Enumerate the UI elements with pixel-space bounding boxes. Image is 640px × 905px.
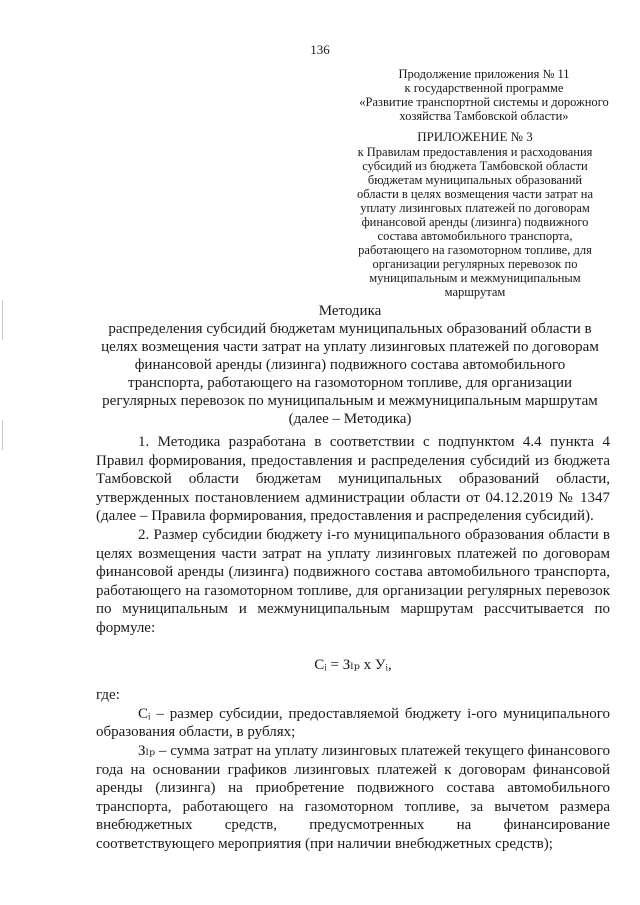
appendix-line: состава автомобильного транспорта, bbox=[377, 229, 573, 243]
paragraph-2: 2. Размер субсидии бюджету i-го муниципального образования области в целях возмещения части затрат на уплату лизинговых платежей по договорам финансовой аренды (лизинга) подвижного состава автомобильного транспорта, работающего на газомоторном топливе, для организации регулярных перевозок по муниципальным и межмуниципальным маршрутам рассчитывается по формуле: bbox=[96, 526, 610, 636]
continuation-line: к государственной программе bbox=[404, 81, 564, 95]
definition-zlp: Зₗₚ – сумма затрат на уплату лизинговых платежей текущего финансового года на основании графиков лизинговых платежей к договорам финансовой аренды (лизинга) на приобретение подвижного состава автомобильного транспорта, работающего на газомоторном топливе, за вычетом размера внебюджетных средств, предусмотренных на финансирование соответствующего мероприятия (при наличии внебюджетных средств); bbox=[96, 742, 610, 852]
definition-ci: Cᵢ – размер субсидии, предоставляемой бюджету i-ого муниципального образования области, в рублях; bbox=[96, 705, 610, 741]
continuation-line: хозяйства Тамбовской области» bbox=[399, 109, 569, 123]
scan-mark bbox=[2, 420, 3, 450]
title-line: транспорта, работающего на газомоторном топливе, для организации bbox=[127, 375, 573, 391]
appendix-line: области в целях возмещения части затрат на bbox=[357, 187, 593, 201]
appendix-line: работающего на газомоторном топливе, для bbox=[358, 243, 592, 257]
title-line: (далее – Методика) bbox=[288, 411, 412, 427]
paragraph-1: 1. Методика разработана в соответствии с подпунктом 4.4 пункта 4 Правил формирования, предоставления и распределения субсидий из бюджета Тамбовской области бюджетам муниципальных образований области, утвержденных постановлением администрации области от 04.12.2019 № 1347 (далее – Правила формирования, предоставления и распределения субсидий). bbox=[96, 434, 610, 525]
where-label: где: bbox=[96, 687, 120, 704]
title-line: финансовой аренды (лизинга) подвижного состава автомобильного bbox=[134, 357, 566, 373]
continuation-header bbox=[334, 67, 634, 123]
appendix-header bbox=[325, 130, 625, 299]
appendix-line: уплату лизинговых платежей по договорам bbox=[360, 201, 590, 215]
appendix-title: ПРИЛОЖЕНИЕ № 3 bbox=[417, 129, 533, 144]
appendix-line: муниципальным и межмуниципальным bbox=[369, 271, 581, 285]
continuation-line: «Развитие транспортной системы и дорожного bbox=[359, 95, 609, 109]
document-title bbox=[90, 302, 610, 428]
document-body bbox=[96, 433, 610, 853]
appendix-line: финансовой аренды (лизинга) подвижного bbox=[361, 215, 589, 229]
appendix-line: к Правилам предоставления и расходования bbox=[357, 145, 593, 159]
title-heading: Методика bbox=[318, 303, 382, 319]
title-line: распределения субсидий бюджетам муниципальных образований области в bbox=[108, 321, 592, 337]
continuation-line: Продолжение приложения № 11 bbox=[398, 67, 570, 81]
scan-mark bbox=[2, 300, 3, 340]
appendix-line: субсидий из бюджета Тамбовской области bbox=[362, 159, 588, 173]
title-line: целях возмещения части затрат на уплату лизинговых платежей по договорам bbox=[101, 339, 599, 355]
subsidy-formula: Cᵢ = Зₗₚ x Уᵢ, bbox=[314, 656, 392, 673]
appendix-line: маршрутам bbox=[444, 285, 506, 299]
page-number: 136 bbox=[310, 42, 330, 57]
appendix-line: организации регулярных перевозок по bbox=[372, 257, 578, 271]
title-line: регулярных перевозок по муниципальным и межмуниципальным маршрутам bbox=[102, 393, 598, 409]
appendix-line: бюджетам муниципальных образований bbox=[367, 173, 583, 187]
